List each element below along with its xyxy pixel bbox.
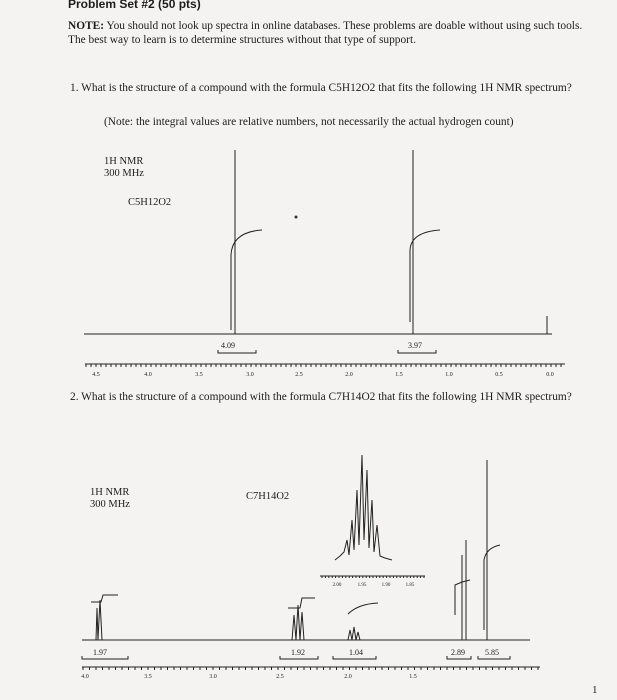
note-label: NOTE: — [68, 20, 105, 32]
page-title: Problem Set #2 (50 pts) — [68, 0, 201, 11]
spectrum-1-tick-label: 1.5 — [395, 372, 403, 378]
spectrum-1-tick-label: 4.5 — [92, 372, 100, 378]
spectrum-1-tick-label: 2.0 — [345, 372, 353, 378]
page-number: 1 — [592, 684, 598, 696]
spectrum-1-tick-label: 2.5 — [295, 372, 303, 378]
spectrum-2-inset-multiplet — [335, 455, 392, 560]
spectrum-2-integral-value: 2.89 — [451, 648, 465, 657]
spectrum-2-tick-label: 3.0 — [209, 674, 217, 680]
spectrum-1-integral-curve-a — [231, 230, 262, 330]
spectrum-2-integral-c — [348, 603, 378, 614]
spectrum-2-tick-label: 2.0 — [344, 674, 352, 680]
spectrum-2-integral-e — [484, 545, 500, 630]
spectrum-1-tick-label: 1.0 — [445, 372, 453, 378]
spectrum-2-formula: C7H14O2 — [246, 491, 290, 502]
spectrum-1-type: 1H NMR — [104, 156, 144, 167]
spectrum-1-integral-value: 3.97 — [408, 341, 422, 350]
spectrum-2-tick-label: 2.5 — [276, 674, 284, 680]
note-text: You should not look up spectra in online databases. These problems are doable without using such tools. The best way to learn is to determine structures without that type of support. — [68, 20, 583, 46]
spectrum-2-tick-label: 1.5 — [409, 674, 417, 680]
spectrum-2-inset-tick-label: 1.90 — [381, 583, 391, 588]
spectrum-1-frequency: 300 MHz — [104, 168, 144, 179]
spectrum-2-peak-a — [96, 600, 102, 640]
spectrum-2-inset-tick-label: 1.85 — [405, 583, 415, 588]
spectrum-2-integral-value: 5.85 — [485, 648, 499, 657]
spectrum-2-tick-label: 3.5 — [144, 674, 152, 680]
spectrum-2-type: 1H NMR — [90, 487, 130, 498]
question-2-text: 2. What is the structure of a compound with the formula C7H14O2 that fits the following 1H NMR spectrum? — [70, 391, 572, 403]
spectrum-1-tick-label: 0.0 — [546, 372, 554, 378]
spectrum-1-integral-bracket-a — [218, 350, 256, 353]
spectrum-2-tick-label: 4.0 — [81, 674, 89, 680]
question-1-text: 1. What is the structure of a compound with the formula C5H12O2 that fits the following 1H NMR spectrum? — [70, 82, 572, 94]
spectrum-1-tick-label: 3.5 — [195, 372, 203, 378]
spectrum-1-integral-curve-b — [410, 230, 440, 322]
spectrum-1-integral-value: 4.09 — [221, 341, 235, 350]
spectrum-2-peak-c — [348, 627, 360, 640]
spectrum-2-integral-value: 1.04 — [349, 648, 363, 657]
spectrum-2-integral-b — [288, 598, 315, 608]
spectrum-2-peak-b — [292, 605, 304, 640]
spectrum-2-integral-value: 1.92 — [291, 648, 305, 657]
spectrum-1-tick-label: 4.0 — [144, 372, 152, 378]
spectrum-2-integral-a — [91, 595, 118, 602]
spectrum-2-frequency: 300 MHz — [90, 499, 130, 510]
spectrum-2-integral-value: 1.97 — [93, 648, 107, 657]
spectrum-2-inset-tick-label: 2.00 — [332, 583, 342, 588]
spectrum-1-formula: C5H12O2 — [128, 197, 172, 208]
spectrum-1-integral-bracket-b — [398, 350, 436, 353]
spectrum-2-inset-tick-label: 1.95 — [357, 583, 367, 588]
spectrum-1-tick-label: 3.0 — [246, 372, 254, 378]
spectrum-1-tick-label: 0.5 — [495, 372, 503, 378]
question-1-note: (Note: the integral values are relative numbers, not necessarily the actual hydrogen count) — [104, 116, 514, 128]
spectrum-1-speck — [295, 216, 298, 219]
